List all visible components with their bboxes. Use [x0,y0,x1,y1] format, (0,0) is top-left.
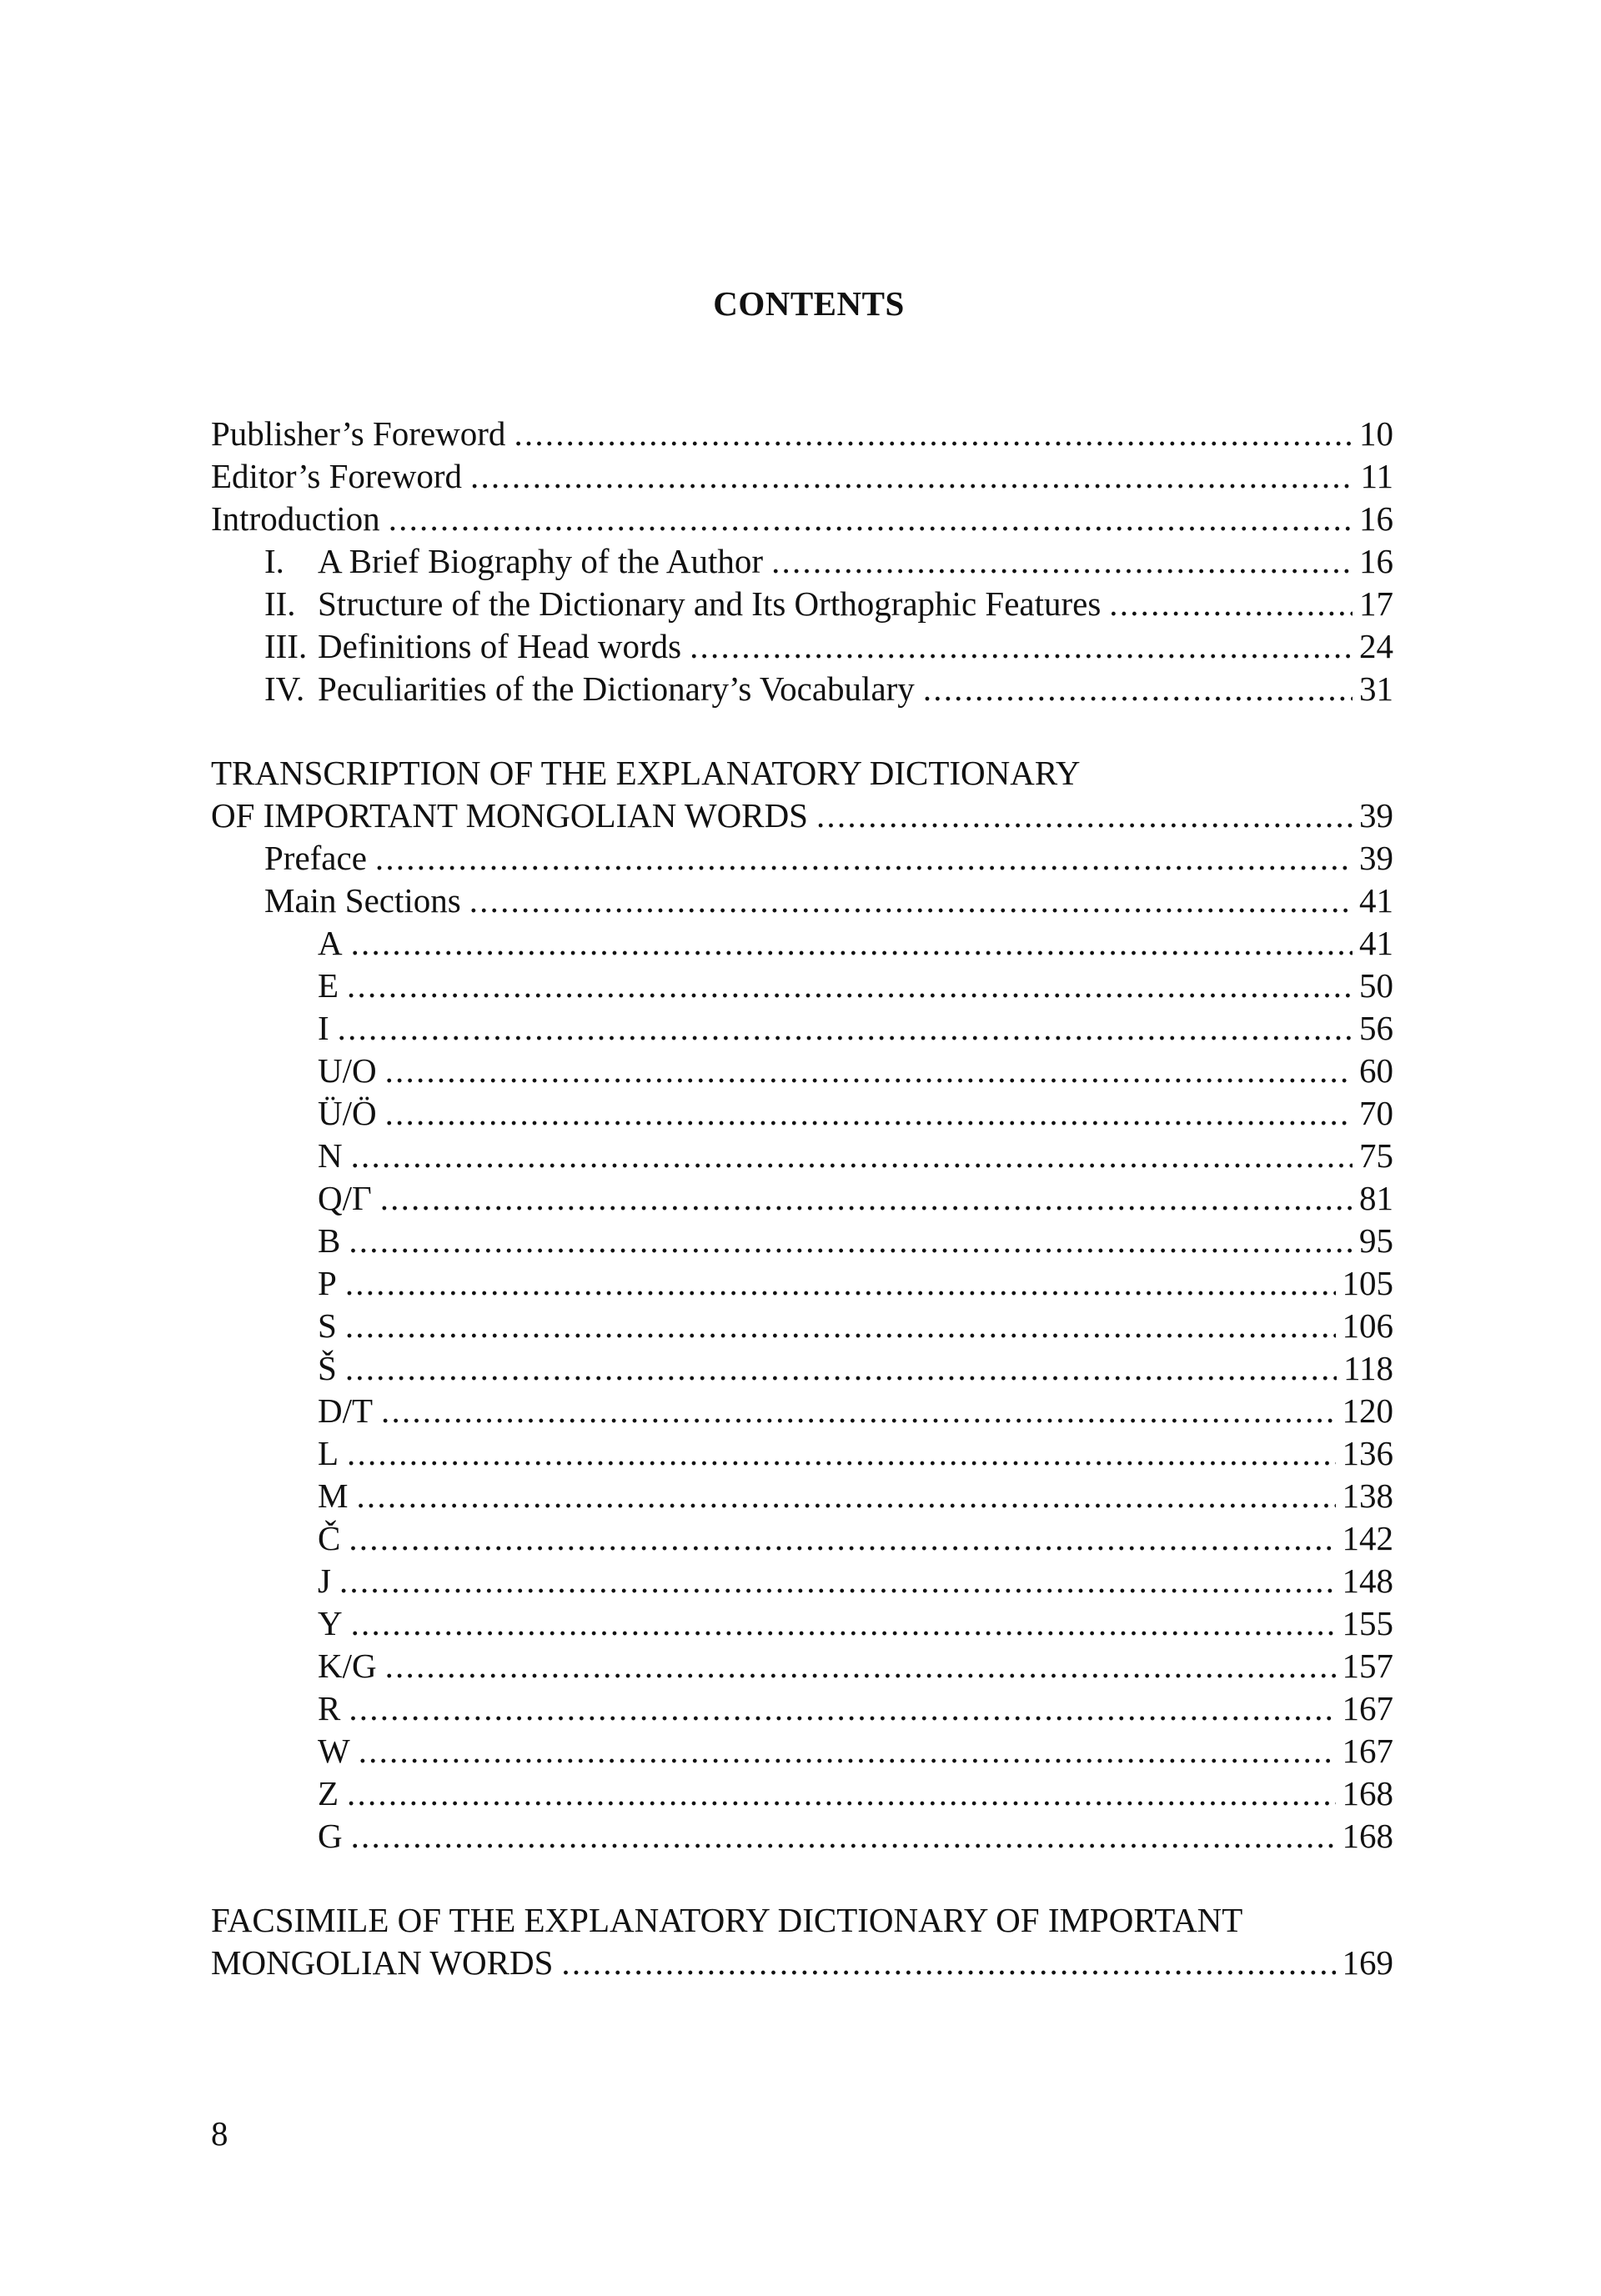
toc-page-number: 41 [1359,881,1393,920]
table-of-contents [211,413,1393,1984]
toc-entry-letter[interactable] [211,1092,1393,1135]
dot-leader [338,1007,1353,1050]
dot-leader [923,668,1353,710]
toc-page-number: 167 [1342,1689,1393,1727]
toc-page-number: 168 [1342,1817,1393,1855]
toc-entry-label: OF IMPORTANT MONGOLIAN WORDS [211,796,808,835]
toc-entry-intro-section-3[interactable] [211,625,1393,668]
toc-entry-intro-section-4[interactable] [211,668,1393,710]
toc-page-number: 155 [1342,1604,1393,1642]
toc-page-number: 39 [1359,839,1393,877]
toc-entry-letter[interactable] [211,1432,1393,1475]
toc-entry-label: Structure of the Dictionary and Its Orthographic Features [318,584,1102,623]
toc-entry-letter[interactable] [211,1262,1393,1305]
toc-page-number: 136 [1342,1434,1393,1472]
toc-heading-label: TRANSCRIPTION OF THE EXPLANATORY DICTIONARY [211,754,1081,792]
toc-entry-letter[interactable] [211,1730,1393,1772]
toc-entry-letter[interactable] [211,1602,1393,1645]
toc-section-numeral: IV. [264,669,305,708]
dot-leader [816,795,1353,837]
toc-heading-transcription-line1 [211,752,1393,795]
toc-page-number: 11 [1360,457,1393,495]
dot-leader [385,1050,1353,1092]
toc-entry-label: A [318,924,343,962]
toc-entry-introduction[interactable] [211,498,1393,540]
toc-section-numeral: III. [264,627,308,665]
toc-page-number: 50 [1359,966,1393,1005]
toc-entry-label: G [318,1817,343,1855]
dot-leader [349,1687,1335,1730]
toc-entry-letter[interactable] [211,1772,1393,1815]
toc-page-number: 56 [1359,1009,1393,1047]
toc-entry-label: M [318,1476,349,1515]
toc-entry-letter[interactable] [211,965,1393,1007]
toc-entry-label: Introduction [211,499,380,538]
toc-entry-label: Ü/Ö [318,1094,377,1132]
toc-entry-label: P [318,1264,337,1302]
toc-section-numeral: II. [264,584,296,623]
toc-page-number: 17 [1359,584,1393,623]
toc-page-number: 105 [1342,1264,1393,1302]
dot-leader [339,1560,1336,1602]
toc-entry-editors-foreword[interactable] [211,455,1393,498]
toc-page-number: 24 [1359,627,1393,665]
toc-entry-letter[interactable] [211,922,1393,965]
toc-page-number: 41 [1359,924,1393,962]
toc-entry-letter[interactable] [211,1347,1393,1390]
toc-entry-letter[interactable] [211,1220,1393,1262]
dot-leader [347,965,1353,1007]
toc-section-numeral: I. [264,542,284,580]
toc-entry-label: L [318,1434,339,1472]
dot-leader [1109,583,1353,625]
toc-entry-label: W [318,1732,350,1770]
toc-entry-label: A Brief Biography of the Author [318,542,764,580]
toc-page-number: 169 [1342,1943,1393,1982]
toc-page-number: 10 [1359,414,1393,453]
toc-page-number: 168 [1342,1774,1393,1812]
toc-entry-label: S [318,1306,337,1345]
dot-leader [561,1942,1335,1984]
toc-heading-facsimile-line1 [211,1899,1393,1942]
dot-leader [381,1390,1335,1432]
dot-leader [385,1645,1336,1687]
toc-entry-label: MONGOLIAN WORDS [211,1943,554,1982]
toc-entry-label: Definitions of Head words [318,627,682,665]
toc-heading-label: FACSIMILE OF THE EXPLANATORY DICTIONARY OF IMPORTANT [211,1901,1243,1939]
dot-leader [470,455,1354,498]
letter-section-list [211,922,1393,1857]
dot-leader [359,1730,1336,1772]
toc-entry-transcription[interactable] [211,795,1393,837]
toc-page-number: 75 [1359,1136,1393,1175]
toc-page-number: 16 [1359,542,1393,580]
dot-leader [380,1177,1353,1220]
toc-entry-label: Š [318,1349,337,1387]
toc-page-number: 81 [1359,1179,1393,1217]
toc-page-number: 157 [1342,1647,1393,1685]
dot-leader [347,1772,1335,1815]
toc-entry-preface[interactable] [211,837,1393,880]
toc-entry-label: Preface [264,839,367,877]
dot-leader [351,1815,1336,1857]
toc-page-number: 16 [1359,499,1393,538]
dot-leader [347,1432,1335,1475]
dot-leader [349,1220,1353,1262]
toc-entry-label: B [318,1221,341,1260]
toc-entry-label: D/T [318,1391,374,1430]
toc-entry-label: Z [318,1774,339,1812]
toc-page-number: 120 [1342,1391,1393,1430]
toc-entry-letter[interactable] [211,1475,1393,1517]
dot-leader [345,1262,1336,1305]
section-gap [211,1857,1393,1899]
toc-entry-intro-section-1[interactable] [211,540,1393,583]
dot-leader [514,413,1353,455]
toc-entry-letter[interactable] [211,1050,1393,1092]
toc-entry-intro-section-2[interactable] [211,583,1393,625]
dot-leader [771,540,1353,583]
dot-leader [375,837,1353,880]
toc-page-number: 148 [1342,1562,1393,1600]
dot-leader [351,1602,1336,1645]
toc-entry-letter[interactable] [211,1815,1393,1857]
toc-entry-label: E [318,966,339,1005]
toc-page-number: 138 [1342,1476,1393,1515]
dot-leader [351,1135,1353,1177]
toc-page-number: 31 [1359,669,1393,708]
toc-entry-letter[interactable] [211,1305,1393,1347]
toc-entry-label: K/G [318,1647,377,1685]
toc-entry-label: Main Sections [264,881,461,920]
toc-entry-letter[interactable] [211,1390,1393,1432]
toc-entry-letter[interactable] [211,1687,1393,1730]
toc-entry-main-sections[interactable] [211,880,1393,922]
toc-page-number: 167 [1342,1732,1393,1770]
toc-entry-letter[interactable] [211,1517,1393,1560]
dot-leader [389,498,1353,540]
toc-entry-facsimile[interactable] [211,1942,1393,1984]
toc-entry-label: R [318,1689,341,1727]
dot-leader [345,1347,1337,1390]
toc-page-number: 60 [1359,1051,1393,1090]
toc-entry-label: J [318,1562,331,1600]
dot-leader [349,1517,1335,1560]
toc-entry-label: Publisher’s Foreword [211,414,506,453]
toc-page-number: 39 [1359,796,1393,835]
dot-leader [690,625,1353,668]
toc-entry-label: Peculiarities of the Dictionary’s Vocabulary [318,669,915,708]
section-gap [211,710,1393,752]
toc-entry-letter[interactable] [211,1135,1393,1177]
toc-page-number: 106 [1342,1306,1393,1345]
toc-entry-letter[interactable] [211,1177,1393,1220]
toc-page-number: 118 [1343,1349,1393,1387]
toc-entry-publishers-foreword[interactable] [211,413,1393,455]
toc-page-number: 142 [1342,1519,1393,1557]
dot-leader [385,1092,1353,1135]
dot-leader [345,1305,1336,1347]
toc-entry-label: Č [318,1519,341,1557]
toc-page-number: 70 [1359,1094,1393,1132]
toc-entry-letter[interactable] [211,1007,1393,1050]
page-number-folio: 8 [211,2114,228,2153]
page-title: CONTENTS [713,284,905,323]
toc-page-number: 95 [1359,1221,1393,1260]
toc-entry-label: I [318,1009,329,1047]
toc-entry-letter[interactable] [211,1645,1393,1687]
dot-leader [356,1475,1335,1517]
dot-leader [351,922,1353,965]
toc-entry-label: Y [318,1604,343,1642]
toc-entry-label: Editor’s Foreword [211,457,463,495]
toc-entry-label: U/O [318,1051,377,1090]
toc-entry-letter[interactable] [211,1560,1393,1602]
dot-leader [469,880,1353,922]
toc-entry-label: N [318,1136,343,1175]
toc-entry-label: Q/Γ [318,1179,372,1217]
